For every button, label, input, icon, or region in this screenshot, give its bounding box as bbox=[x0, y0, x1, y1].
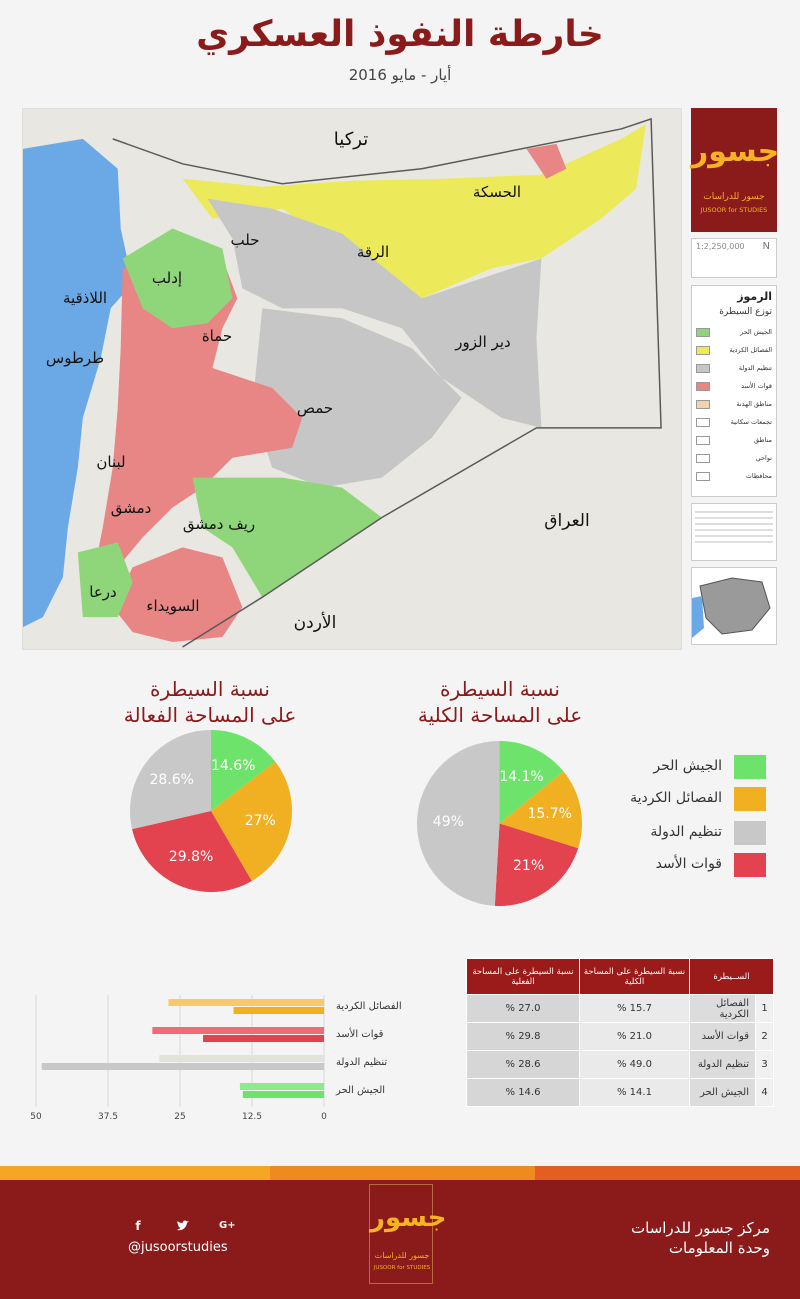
pie-total-title: نسبة السيطرة على المساحة الكلية bbox=[417, 677, 583, 727]
legend-label: تنظيم الدولة bbox=[650, 824, 722, 840]
pie-data-label: 15.7% bbox=[527, 805, 572, 822]
y-category-label: الفصائل الكردية bbox=[336, 1001, 402, 1012]
legend-title: الرموز bbox=[737, 290, 772, 303]
table-cell-total: 15.7 % bbox=[579, 995, 689, 1023]
footer-logo-english: JUSOOR for STUDIES bbox=[373, 1265, 431, 1271]
pie-effective-title: نسبة السيطرة على المساحة الفعالة bbox=[123, 677, 297, 727]
control-map bbox=[22, 108, 682, 650]
map-legend-label: نواحي bbox=[755, 454, 772, 462]
map-legend-item bbox=[696, 359, 772, 377]
pie-data-label: 14.6% bbox=[210, 757, 256, 774]
map-legend-item bbox=[696, 395, 772, 413]
map-legend-item bbox=[696, 431, 772, 449]
logo-arabic: جسور للدراسات bbox=[703, 192, 765, 202]
map-side-panel bbox=[691, 108, 780, 645]
map-legend-label: محافظات bbox=[745, 472, 772, 480]
map-label-homs: حمص bbox=[296, 399, 334, 417]
map-label-rif-dimashq: ريف دمشق bbox=[182, 515, 256, 533]
table-cell-effective: 28.6 % bbox=[467, 1051, 580, 1079]
map-legend-item bbox=[696, 323, 772, 341]
map-legend-item bbox=[696, 467, 772, 485]
map-label-deir-ezzor: دير الزور bbox=[455, 333, 511, 351]
pie-data-label: 14.1% bbox=[499, 769, 544, 786]
legend-swatch bbox=[734, 853, 766, 877]
map-legend-item bbox=[696, 341, 772, 359]
map-legend-swatch bbox=[696, 454, 710, 463]
footer-handle[interactable]: @jusoorstudies bbox=[128, 1240, 228, 1255]
table-header-effective: نسبة السيطرة على المساحة الفعلية bbox=[467, 959, 580, 995]
x-tick-label: 50 bbox=[30, 1112, 42, 1122]
legend-item bbox=[611, 787, 766, 811]
legend-label: قوات الأسد bbox=[655, 856, 722, 872]
table-cell-number: 1 bbox=[756, 995, 774, 1023]
map-label-daraa: درعا bbox=[89, 583, 117, 601]
table-cell-name: قوات الأسد bbox=[689, 1023, 755, 1051]
map-legend-label: تجمعات سكانية bbox=[730, 418, 772, 426]
pie-data-label: 21% bbox=[513, 857, 545, 874]
map-label-tartus: طرطوس bbox=[45, 349, 105, 367]
map-legend-swatch bbox=[696, 364, 710, 373]
pie-data-label: 27% bbox=[244, 812, 276, 829]
map-label-idlib: إدلب bbox=[151, 269, 183, 287]
locator-map bbox=[691, 567, 777, 645]
map-legend-label: مناطق الهدنة bbox=[736, 400, 772, 408]
map-label-aleppo: حلب bbox=[230, 231, 260, 249]
table-row bbox=[467, 1079, 774, 1107]
map-label-raqqa: الرقة bbox=[356, 243, 390, 261]
table-cell-name: تنظيم الدولة bbox=[689, 1051, 755, 1079]
legend-item bbox=[611, 853, 766, 877]
table-row bbox=[467, 995, 774, 1023]
map-legend-label: مناطق bbox=[753, 436, 772, 444]
north-arrow-icon: N bbox=[762, 241, 770, 252]
map-legend-label: الفصائل الكردية bbox=[729, 346, 772, 354]
footer-stripe-3 bbox=[535, 1166, 800, 1180]
map-legend-swatch bbox=[696, 472, 710, 481]
map-legend-label: الجيش الحر bbox=[740, 328, 772, 336]
legend-swatch bbox=[734, 755, 766, 779]
table-cell-number: 3 bbox=[756, 1051, 774, 1079]
table-row bbox=[467, 1023, 774, 1051]
table-cell-name: الجيش الحر bbox=[689, 1079, 755, 1107]
x-tick-label: 12.5 bbox=[241, 1112, 263, 1122]
twitter-icon[interactable] bbox=[175, 1218, 191, 1234]
table-cell-number: 2 bbox=[756, 1023, 774, 1051]
footer-logo-arabic: جسور للدراسات bbox=[374, 1251, 430, 1260]
footer bbox=[0, 1180, 800, 1299]
pie-chart-effective bbox=[130, 730, 292, 892]
map-label-latakia: اللاذقية bbox=[62, 289, 108, 307]
table-cell-effective: 14.6 % bbox=[467, 1079, 580, 1107]
map-label-hama: حماة bbox=[201, 327, 233, 345]
map-legend-label: تنظيم الدولة bbox=[738, 364, 772, 372]
pie-data-label: 29.8% bbox=[168, 849, 214, 866]
pie-data-label: 28.6% bbox=[149, 771, 194, 788]
control-table bbox=[466, 958, 774, 1107]
map-label-jordan: الأردن bbox=[293, 613, 337, 633]
table-cell-total: 14.1 % bbox=[579, 1079, 689, 1107]
footer-stripe-1 bbox=[0, 1166, 270, 1180]
map-legend-swatch bbox=[696, 400, 710, 409]
footer-organization: مركز جسور للدراسات وحدة المعلومات bbox=[631, 1219, 770, 1257]
table-header-total: نسبة السيطرة على المساحة الكلية bbox=[579, 959, 689, 995]
page-subtitle: أيار - مايو 2016 bbox=[348, 66, 452, 84]
scale-text: 1:2,250,000 bbox=[696, 242, 745, 251]
legend-label: الفصائل الكردية bbox=[630, 790, 722, 806]
logo-english: JUSOOR for STUDIES bbox=[700, 206, 768, 214]
map-legend-swatch bbox=[696, 328, 710, 337]
x-tick-label: 25 bbox=[174, 1112, 186, 1122]
table-header-control: الســيطرة bbox=[689, 959, 773, 995]
bar-effective bbox=[240, 1083, 324, 1090]
jusoor-logo bbox=[691, 108, 780, 232]
map-legend-item bbox=[696, 377, 772, 395]
map-legend-swatch bbox=[696, 418, 710, 427]
footer-logo-glyph: جسور bbox=[370, 1203, 447, 1233]
facebook-icon[interactable]: f bbox=[135, 1219, 141, 1233]
bar-total bbox=[243, 1091, 324, 1098]
map-label-damascus: دمشق bbox=[110, 499, 152, 517]
map-legend-label: قوات الأسد bbox=[741, 382, 772, 390]
map-label-suwayda: السويداء bbox=[146, 597, 200, 615]
bar-total bbox=[203, 1035, 324, 1042]
table-row bbox=[467, 1051, 774, 1079]
y-category-label: قوات الأسد bbox=[336, 1029, 384, 1040]
map-graphic bbox=[23, 109, 681, 649]
table-cell-effective: 29.8 % bbox=[467, 1023, 580, 1051]
bar-effective bbox=[152, 1027, 324, 1034]
table-cell-number: 4 bbox=[756, 1079, 774, 1107]
bar-effective bbox=[168, 999, 324, 1006]
map-legend bbox=[691, 285, 777, 497]
bar-effective bbox=[159, 1055, 324, 1062]
pie-data-label: 49% bbox=[432, 814, 464, 831]
scale-box bbox=[691, 238, 777, 278]
y-category-label: الجيش الحر bbox=[336, 1085, 386, 1096]
legend-swatch bbox=[734, 821, 766, 845]
bar-chart bbox=[24, 985, 444, 1125]
table-cell-total: 21.0 % bbox=[579, 1023, 689, 1051]
legend-label: الجيش الحر bbox=[653, 758, 722, 774]
bar-total bbox=[234, 1007, 324, 1014]
map-legend-swatch bbox=[696, 346, 710, 355]
map-legend-item bbox=[696, 413, 772, 431]
logo-glyph: جسور bbox=[691, 134, 780, 169]
legend-item bbox=[611, 821, 766, 845]
page-title: خارطة النفوذ العسكري bbox=[196, 14, 604, 55]
legend-item bbox=[611, 755, 766, 779]
map-legend-swatch bbox=[696, 382, 710, 391]
map-label-iraq: العراق bbox=[544, 511, 590, 531]
table-cell-name: الفصائل الكردية bbox=[689, 995, 755, 1023]
note-box bbox=[691, 503, 777, 561]
y-category-label: تنظيم الدولة bbox=[336, 1057, 388, 1068]
map-label-turkey: تركيا bbox=[333, 129, 369, 150]
map-label-hasakah: الحسكة bbox=[472, 183, 522, 201]
map-legend-item bbox=[696, 449, 772, 467]
table-cell-total: 49.0 % bbox=[579, 1051, 689, 1079]
x-tick-label: 37.5 bbox=[97, 1112, 119, 1122]
footer-logo bbox=[369, 1184, 447, 1284]
map-label-lebanon: لبنان bbox=[96, 453, 126, 471]
x-tick-label: 0 bbox=[321, 1112, 327, 1122]
legend-subtitle: توزع السيطرة bbox=[719, 307, 772, 317]
google-plus-icon[interactable]: G+ bbox=[219, 1220, 236, 1231]
table-cell-effective: 27.0 % bbox=[467, 995, 580, 1023]
map-legend-swatch bbox=[696, 436, 710, 445]
legend-swatch bbox=[734, 787, 766, 811]
bar-total bbox=[42, 1063, 324, 1070]
footer-stripe-2 bbox=[270, 1166, 535, 1180]
